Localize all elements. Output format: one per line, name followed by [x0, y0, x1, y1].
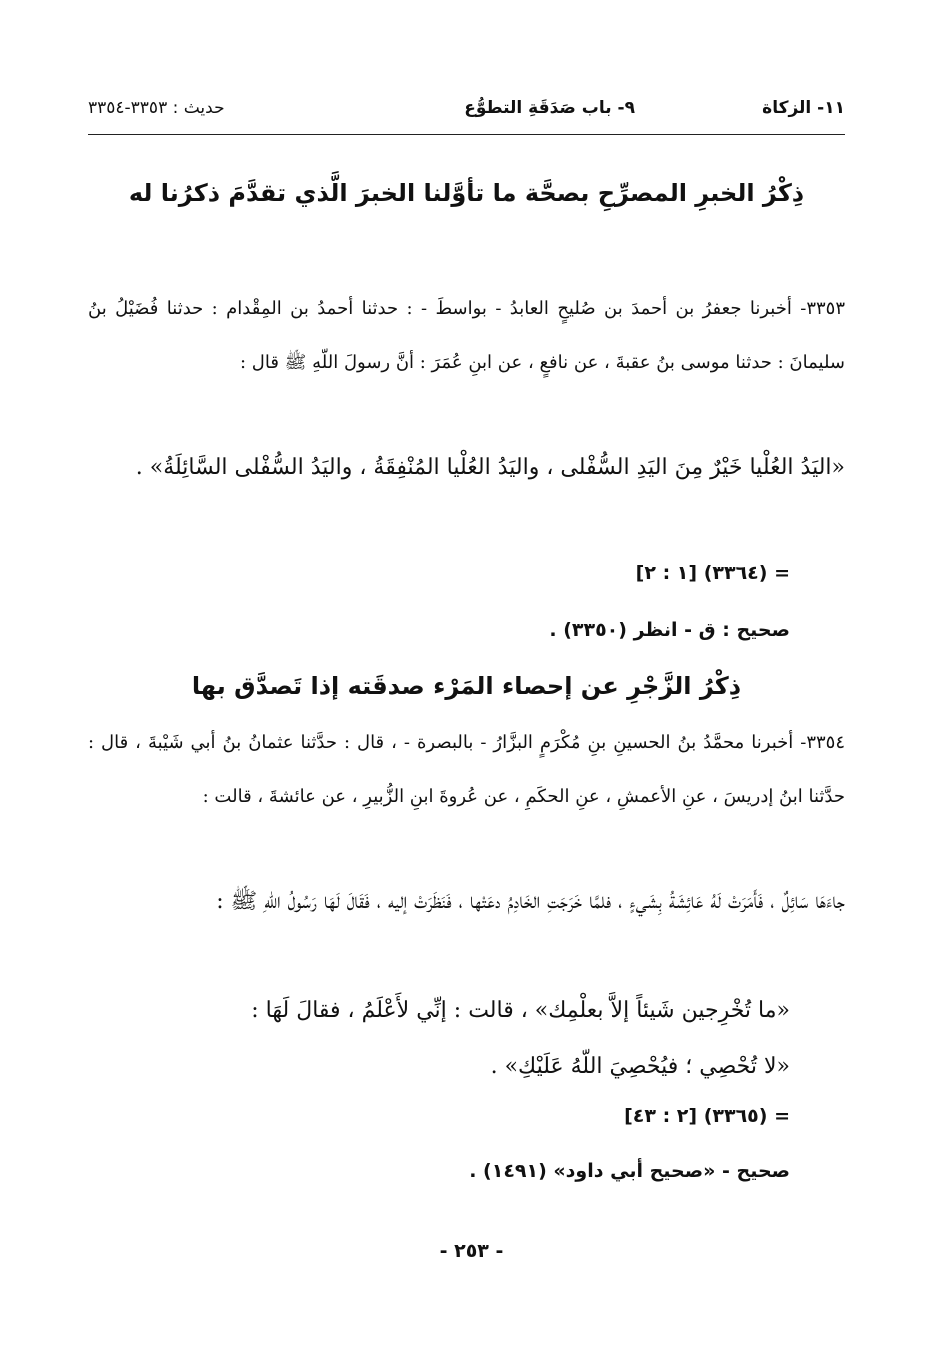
grading-3354: صحيح - «صحيح أبي داود» (١٤٩١) .	[469, 1160, 790, 1182]
story-3354: جاءَهَا سَائِلٌ ، فَأَمَرَتْ لَهُ عَائِشَةُ بِشَيءٍ ، فلمَّا خَرَجَتِ الخَادِمُ دعَتْها ، فَنَظَرَتْ إليه ، فَقَالَ لَهَا رَسُولُ اللّهِ ﷺ :	[216, 889, 845, 914]
section-title-2: ذِكْرُ الزَّجْرِ عن إحصاء المَرْء صدقَته إذا تَصدَّق بها	[191, 672, 742, 700]
chapter-title: ٩- باب صَدَقَةِ التطوُّع	[464, 98, 635, 118]
grading-3353: صحيح : ق - انظر (٣٣٥٠) .	[549, 619, 790, 641]
page-number: - ٢٥٣ -	[439, 1240, 504, 1262]
matn-3354-part2: «لا تُحْصِي ؛ فيُحْصِيَ اللّهُ عَلَيْكِ» .	[490, 1054, 790, 1079]
header-rule	[88, 134, 845, 135]
matn-3354-part1: «ما تُخْرِجين شَيئاً إلاَّ بعلْمِك» ، قالت : إنِّي لأَعْلَمُ ، فقالَ لَهَا :	[251, 998, 790, 1023]
cross-reference-3354: = (٣٣٦٥) [٢ : ٤٣]	[624, 1105, 790, 1127]
hadith-range: حديث : ٣٣٥٣-٣٣٥٤	[88, 98, 225, 118]
isnad-3354: ٣٣٥٤- أخبرنا محمَّدُ بنُ الحسينِ بنِ مُكْرَمٍ البزَّارُ - بالبصرة - ، قال : حدَّثنا عثمانُ بنُ أبي شَيْبةَ ، قال : حدَّثنا ابنُ إدريسَ ، عنِ الأعمشِ ، عنِ الحكَمِ ، عن عُروةَ ابنِ الزُّبيرِ ، عن عائشةَ ، قالت :	[88, 732, 845, 807]
isnad-3353: ٣٣٥٣- أخبرنا جعفرُ بن أحمدَ بن صُليحٍ العابدُ - بواسطَ - : حدثنا أحمدُ بن المِقْدام : حدثنا فُضَيْلُ بنُ سليمانَ : حدثنا موسى بنُ عقبةَ ، عن نافعٍ ، عن ابنِ عُمَرَ : أنَّ رسولَ اللّهِ ﷺ قال :	[88, 298, 845, 373]
section-title-1: ذِكْرُ الخبرِ المصرِّحِ بصحَّة ما تأوَّلنا الخبرَ الَّذي تقدَّمَ ذكرُنا له	[128, 179, 805, 207]
running-header	[88, 90, 845, 130]
cross-reference-3353: = (٣٣٦٤) [١ : ٢]	[635, 562, 790, 584]
matn-3353: «اليَدُ العُلْيا خَيْرٌ مِنَ اليَدِ السُّفْلى ، واليَدُ العُلْيا المُنْفِقَةُ ، واليَدُ السُّفْلى السَّائِلَةُ» .	[135, 455, 845, 480]
book-title: ١١- الزكاة	[762, 98, 845, 118]
